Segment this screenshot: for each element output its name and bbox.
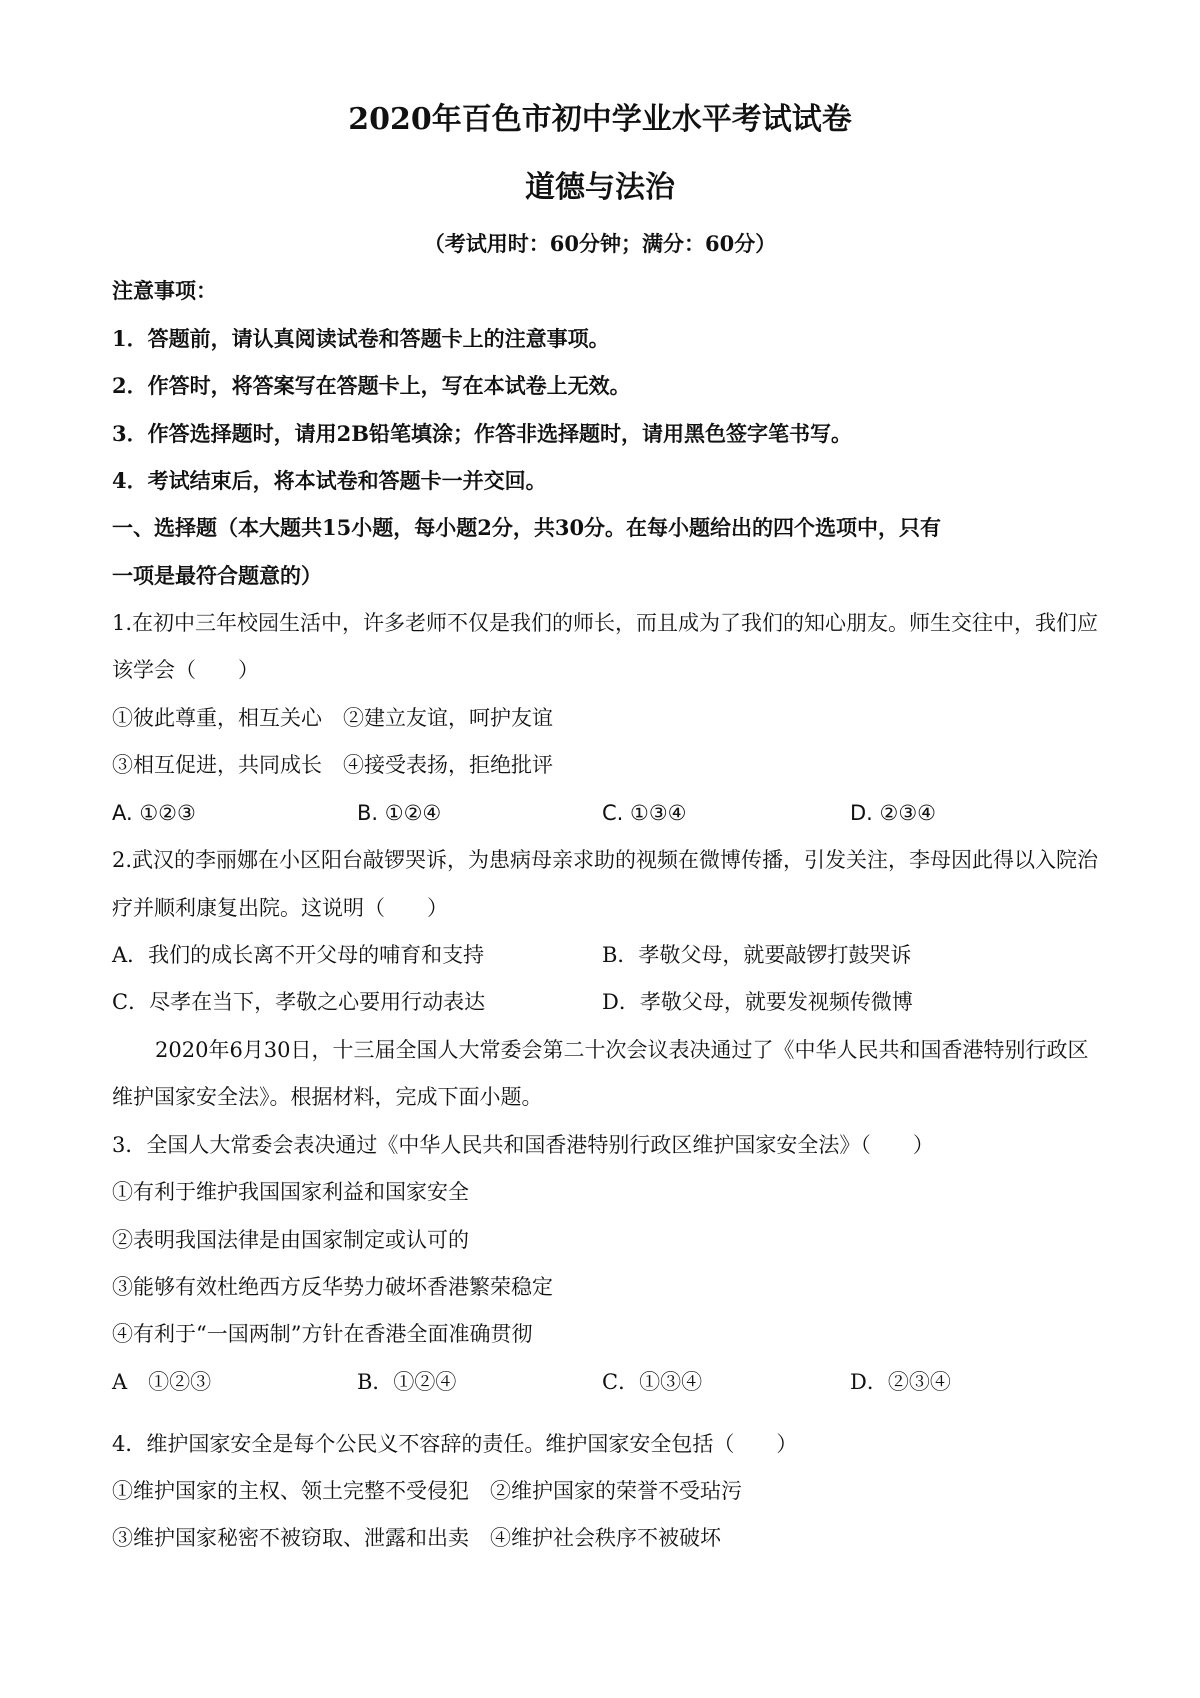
notice-heading: 注意事项： xyxy=(112,278,217,303)
q3-option-d: D．②③④ xyxy=(850,1370,951,1394)
notice-item-4: 4．考试结束后，将本试卷和答题卡一并交回。 xyxy=(112,468,547,493)
q1-option-a: A. ①②③ xyxy=(112,801,196,825)
q3-statement-4: ④有利于“一国两制”方针在香港全面准确贯彻 xyxy=(112,1322,533,1346)
section-heading-line-2: 一项是最符合题意的） xyxy=(112,563,322,588)
q3-statement-2: ②表明我国法律是由国家制定或认可的 xyxy=(112,1228,469,1252)
q2-option-a: A．我们的成长离不开父母的哺育和支持 xyxy=(112,943,485,967)
section-heading-line-1: 一、选择题（本大题共15小题，每小题2分，共30分。在每小题给出的四个选项中，只有 xyxy=(112,515,942,540)
q3-option-a: A ①②③ xyxy=(112,1370,212,1394)
subject-title: 道德与法治 xyxy=(525,170,675,205)
q3-stem: 3．全国人大常委会表决通过《中华人民共和国香港特别行政区维护国家安全法》（ ） xyxy=(112,1133,934,1157)
q1-stem-line-2: 该学会（ ） xyxy=(112,658,259,682)
q1-option-c: C. ①③④ xyxy=(602,801,687,825)
notice-item-3: 3．作答选择题时，请用2B铅笔填涂；作答非选择题时，请用黑色签字笔书写。 xyxy=(112,421,852,446)
q4-statements-line-2: ③维护国家秘密不被窃取、泄露和出卖 ④维护社会秩序不被破坏 xyxy=(112,1526,721,1550)
q3-statement-1: ①有利于维护我国国家利益和国家安全 xyxy=(112,1180,469,1204)
q3-option-b: B．①②④ xyxy=(357,1370,457,1394)
notice-item-2: 2．作答时，将答案写在答题卡上，写在本试卷上无效。 xyxy=(112,373,631,398)
q3-statement-3: ③能够有效杜绝西方反华势力破坏香港繁荣稳定 xyxy=(112,1275,553,1299)
q4-stem: 4．维护国家安全是每个公民义不容辞的责任。维护国家安全包括（ ） xyxy=(112,1432,798,1456)
notice-item-1: 1．答题前，请认真阅读试卷和答题卡上的注意事项。 xyxy=(112,326,610,351)
q1-statements-line-2: ③相互促进，共同成长 ④接受表扬，拒绝批评 xyxy=(112,753,553,777)
q1-option-d: D. ②③④ xyxy=(850,801,936,825)
q2-stem-line-1: 2.武汉的李丽娜在小区阳台敲锣哭诉，为患病母亲求助的视频在微博传播，引发关注，李母因此得以入院治 xyxy=(112,848,1099,872)
q3-option-c: C．①③④ xyxy=(602,1370,703,1394)
q1-stem-line-1: 1.在初中三年校园生活中，许多老师不仅是我们的师长，而且成为了我们的知心朋友。师生交往中，我们应 xyxy=(112,611,1099,635)
q1-statements-line-1: ①彼此尊重，相互关心 ②建立友谊，呵护友谊 xyxy=(112,706,553,730)
q1-option-b: B. ①②④ xyxy=(357,801,442,825)
exam-info: （考试用时：60分钟；满分：60分） xyxy=(423,231,777,256)
material-line-1: 2020年6月30日，十三届全国人大常委会第二十次会议表决通过了《中华人民共和国香港特别行政区 xyxy=(155,1038,1089,1062)
q2-option-d: D．孝敬父母，就要发视频传微博 xyxy=(602,990,913,1014)
exam-title: 2020年百色市初中学业水平考试试卷 xyxy=(348,102,852,137)
q2-option-b: B．孝敬父母，就要敲锣打鼓哭诉 xyxy=(602,943,912,967)
material-line-2: 维护国家安全法》。根据材料，完成下面小题。 xyxy=(112,1085,543,1109)
q4-statements-line-1: ①维护国家的主权、领土完整不受侵犯 ②维护国家的荣誉不受玷污 xyxy=(112,1479,742,1503)
q2-option-c: C．尽孝在当下，孝敬之心要用行动表达 xyxy=(112,990,486,1014)
q2-stem-line-2: 疗并顺利康复出院。这说明（ ） xyxy=(112,896,448,920)
